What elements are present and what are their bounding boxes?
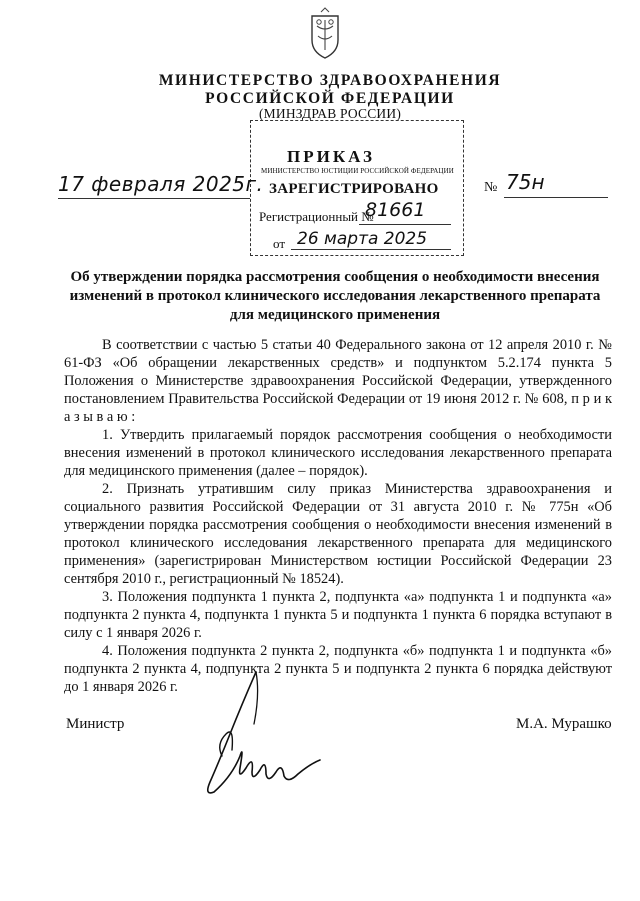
handwritten-signature [170,664,360,814]
order-date: 17 февраля 2025г. [58,172,264,196]
registration-stamp [250,120,464,256]
stamp-date: 26 марта 2025 [297,229,428,249]
stamp-status: ЗАРЕГИСТРИРОВАНО [269,181,439,197]
ministry-name-line2: РОССИЙСКОЙ ФЕДЕРАЦИИ [205,90,455,107]
body-item-4: 4. Положения подпункта 2 пункта 2, подпункта «б» подпункта 1 и подпункта «б» подпункта 2 пункта 4, подпункта 2 пункта 5 и подпункта 2 пункта 6 порядка действуют до 1 января 2026 г. [64,643,612,695]
stamp-reg-number-label: Регистрационный № [259,209,374,224]
stamp-reg-number: 81661 [365,199,426,221]
order-number: 75н [506,170,545,194]
order-date-underline [58,198,250,199]
ministry-name-line1: МИНИСТЕРСТВО ЗДРАВООХРАНЕНИЯ [158,72,502,89]
order-number-label: № [484,180,498,195]
stamp-date-underline [291,249,451,250]
signatory-position: Министр [66,716,125,732]
ministry-short-name: (МИНЗДРАВ РОССИИ) [258,106,402,121]
body-item-3: 3. Положения подпункта 1 пункта 2, подпункта «а» подпункта 1 и подпункта «а» подпункта 2 пункта 4, подпункта 1 пункта 5 и подпункта 1 пункта 6 порядка вступают в силу с 1 января 2026 г. [64,589,612,641]
body-item-2: 2. Признать утратившим силу приказ Министерства здравоохранения и социального развития Российской Федерации от 31 августа 2010 г. № 775н «Об утверждении порядка рассмотрения сообщения о необходимости внесения изменений в протокол клинического исследования лекарственного препарата для медицинского применения» (зарегистрирован Министерством юстиции Российской Федерации 23 сентября 2010 г., регистрационный № 18524). [64,481,612,587]
signatory-name: М.А. Мурашко [516,716,612,732]
order-body [64,336,612,696]
stamp-date-label: от [273,236,286,251]
order-title: Об утверждении порядка рассмотрения сообщения о необходимости внесения изменений в протокол клинического исследования лекарственного препарата для медицинского применения [69,269,601,323]
stamp-department: МИНИСТЕРСТВО ЮСТИЦИИ РОССИЙСКОЙ ФЕДЕРАЦИИ [261,167,454,175]
order-number-underline [504,197,608,198]
stamp-number-underline [359,224,451,225]
body-item-1: 1. Утвердить прилагаемый порядок рассмотрения сообщения о необходимости внесения изменений в протокол клинического исследования лекарственного препарата для медицинского применения (далее – порядок). [64,427,612,479]
coat-of-arms-icon [304,6,346,60]
body-intro: В соответствии с частью 5 статьи 40 Федерального закона от 12 апреля 2010 г. № 61-ФЗ «Об обращении лекарственных средств» и подпунктом 5.2.174 пункта 5 Положения о Министерстве здравоохранения Российской Федерации, утвержденного постановлением Правительства Российской Федерации от 19 июня 2012 г. № 608, п р и к а з ы в а ю : [64,337,612,425]
order-heading: ПРИКАЗ [287,147,375,166]
